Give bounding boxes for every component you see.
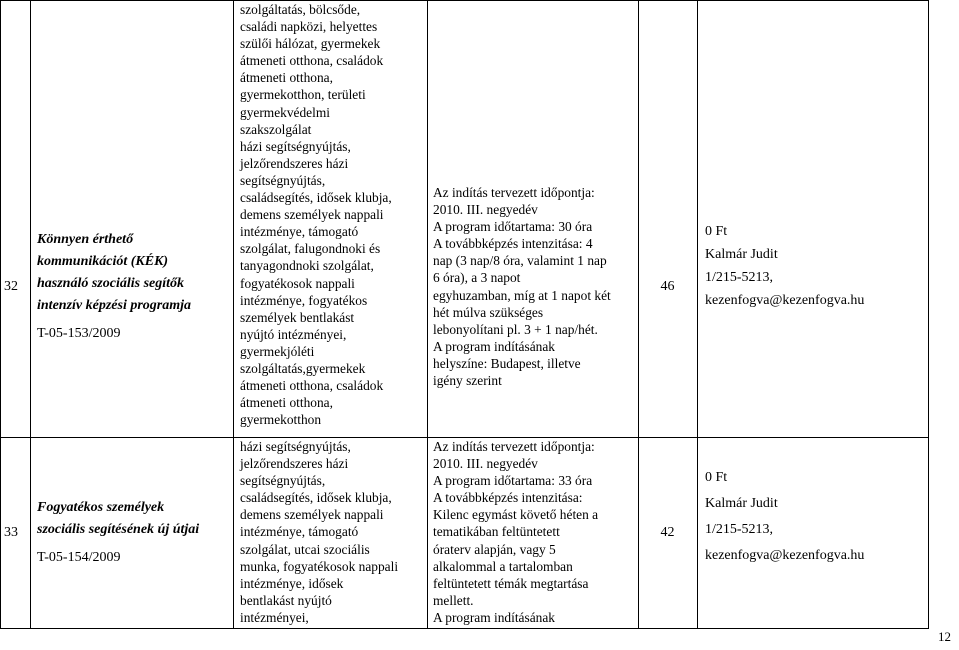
target-line: szolgálat, utcai szociális bbox=[240, 541, 370, 557]
details-line: Kilenc egymást követő héten a bbox=[433, 507, 599, 523]
contact-name: Kalmár Judit bbox=[705, 496, 778, 511]
target-line: házi segítségnyújtás, bbox=[240, 439, 351, 454]
hours-value: 46 bbox=[660, 278, 675, 294]
col-divider-1 bbox=[30, 0, 31, 629]
target-line: segítségnyújtás, bbox=[240, 473, 326, 489]
target-line: átmeneti otthona, családok bbox=[240, 378, 384, 394]
target-line: tanyagondnoki szolgálat, bbox=[240, 258, 374, 274]
contact-email: kezenfogva@kezenfogva.hu bbox=[705, 548, 865, 563]
fee-value: 0 Ft bbox=[705, 470, 728, 485]
program-code: T-05-154/2009 bbox=[37, 550, 121, 565]
target-line: átmeneti otthona, bbox=[240, 395, 333, 411]
target-line: intézménye, fogyatékos bbox=[240, 292, 368, 308]
target-line: demens személyek nappali bbox=[240, 207, 384, 223]
hours-cell bbox=[638, 438, 697, 628]
contact-phone: 1/215-5213, bbox=[705, 522, 774, 537]
fee-value: 0 Ft bbox=[705, 224, 728, 239]
program-details-cell bbox=[433, 184, 636, 389]
program-code: T-05-153/2009 bbox=[37, 325, 121, 341]
col-divider-2 bbox=[233, 0, 234, 629]
contact-cell bbox=[705, 465, 927, 569]
details-line: alkalommal a tartalomban bbox=[433, 558, 573, 574]
contact-email: kezenfogva@kezenfogva.hu bbox=[705, 293, 865, 308]
hours-value: 42 bbox=[660, 525, 675, 541]
col-divider-5 bbox=[697, 0, 698, 629]
target-line: gyermekotthon, területi bbox=[240, 87, 366, 103]
table-border-bottom bbox=[0, 628, 929, 629]
target-institutions-cell bbox=[240, 1, 426, 428]
details-line: A program időtartama: 30 óra bbox=[433, 219, 593, 235]
target-line: intézménye, idősek bbox=[240, 575, 344, 591]
target-line: családi napközi, helyettes bbox=[240, 19, 378, 35]
target-line: gyermekjóléti bbox=[240, 343, 315, 359]
details-line: 2010. III. negyedév bbox=[433, 456, 538, 472]
program-details-cell bbox=[433, 438, 636, 626]
col-border-left bbox=[0, 0, 1, 629]
contact-cell bbox=[705, 220, 927, 312]
target-line: gyermekvédelmi bbox=[240, 104, 330, 120]
target-line: szolgáltatás,gyermekek bbox=[240, 360, 366, 376]
target-line: átmeneti otthona, bbox=[240, 70, 333, 86]
details-line: nap (3 nap/8 óra, valamint 1 nap bbox=[433, 253, 607, 269]
details-line: igény szerint bbox=[433, 373, 502, 389]
target-line: gyermekotthon bbox=[240, 412, 322, 428]
details-line: Az indítás tervezett időpontja: bbox=[433, 185, 595, 200]
target-line: jelzőrendszeres házi bbox=[240, 456, 349, 472]
details-line: 2010. III. negyedév bbox=[433, 202, 538, 218]
col-divider-3 bbox=[427, 0, 428, 629]
target-line: jelzőrendszeres házi bbox=[240, 155, 349, 171]
details-line: hét múlva szükséges bbox=[433, 304, 544, 320]
details-line: A továbbképzés intenzitása: 4 bbox=[433, 236, 593, 252]
target-line: fogyatékosok nappali bbox=[240, 275, 355, 291]
target-line: demens személyek nappali bbox=[240, 507, 384, 523]
target-line: átmeneti otthona, családok bbox=[240, 53, 384, 69]
details-line: 6 óra), a 3 napot bbox=[433, 270, 521, 286]
details-line: helyszíne: Budapest, illetve bbox=[433, 355, 581, 371]
target-line: intézményei, bbox=[240, 609, 309, 625]
details-line: mellett. bbox=[433, 592, 474, 608]
details-line: A továbbképzés intenzitása: bbox=[433, 490, 583, 506]
row-number-text: 33 bbox=[4, 525, 18, 541]
target-line: segítségnyújtás, bbox=[240, 172, 326, 188]
program-title-line: Fogyatékos személyek bbox=[37, 500, 165, 515]
program-title-line: Könnyen érthető bbox=[37, 231, 134, 247]
details-line: Az indítás tervezett időpontja: bbox=[433, 439, 595, 454]
target-line: személyek bentlakást bbox=[240, 309, 355, 325]
target-line: családsegítés, idősek klubja, bbox=[240, 490, 392, 506]
target-line: szakszolgálat bbox=[240, 121, 312, 137]
target-line: szolgálat, falugondnoki és bbox=[240, 241, 381, 257]
details-line: A program időtartama: 33 óra bbox=[433, 473, 593, 489]
target-line: intézménye, támogató bbox=[240, 224, 359, 240]
program-title-line: kommunikációt (KÉK) bbox=[37, 253, 169, 269]
details-line: A program indításának bbox=[433, 609, 555, 625]
details-line: feltüntetett témák megtartása bbox=[433, 575, 589, 591]
contact-name: Kalmár Judit bbox=[705, 247, 778, 262]
target-line: szolgáltatás, bölcsőde, bbox=[240, 2, 361, 17]
col-border-right bbox=[928, 0, 929, 629]
program-title-line: szociális segítésének új útjai bbox=[37, 522, 200, 537]
target-line: családsegítés, idősek klubja, bbox=[240, 190, 392, 206]
details-line: lebonyolítani pl. 3 + 1 nap/hét. bbox=[433, 321, 598, 337]
contact-phone: 1/215-5213, bbox=[705, 270, 774, 285]
program-title-line: használó szociális segítők bbox=[37, 275, 185, 291]
program-title-line: intenzív képzési programja bbox=[37, 297, 192, 313]
target-line: szülői hálózat, gyermekek bbox=[240, 36, 381, 52]
target-line: intézménye, támogató bbox=[240, 524, 359, 540]
target-institutions-cell bbox=[240, 438, 426, 626]
target-line: házi segítségnyújtás, bbox=[240, 138, 351, 154]
row-number bbox=[4, 438, 30, 628]
row-number-text: 32 bbox=[4, 278, 18, 294]
page-number: 12 bbox=[938, 629, 951, 644]
details-line: tematikában feltüntetett bbox=[433, 524, 560, 540]
program-cell bbox=[37, 438, 233, 628]
target-line: bentlakást nyújtó bbox=[240, 592, 332, 608]
details-line: A program indításának bbox=[433, 338, 555, 354]
details-line: egyhuzamban, míg at 1 napot két bbox=[433, 287, 611, 303]
target-line: munka, fogyatékosok nappali bbox=[240, 558, 399, 574]
target-line: nyújtó intézményei, bbox=[240, 326, 347, 342]
details-line: óraterv alapján, vagy 5 bbox=[433, 541, 556, 557]
